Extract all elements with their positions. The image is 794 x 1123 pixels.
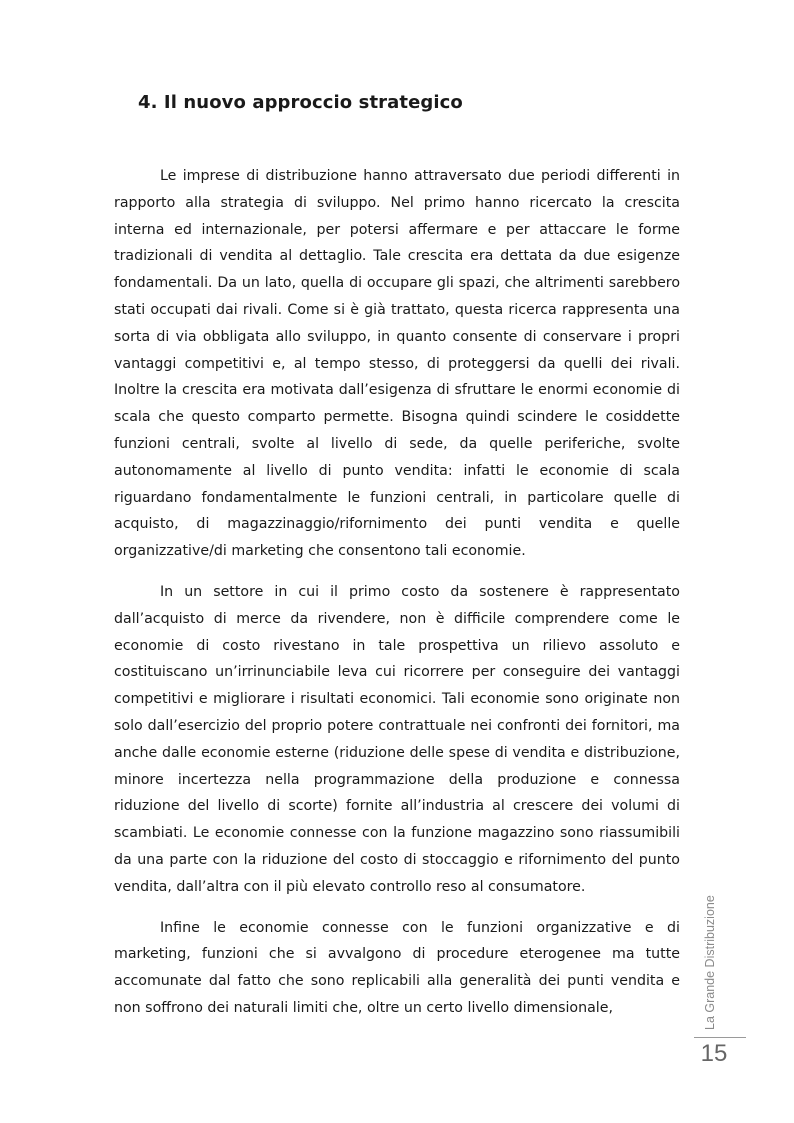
body-text xyxy=(114,163,680,1036)
paragraph: Le imprese di distribuzione hanno attraversato due periodi differenti in rapporto alla strategia di sviluppo. Nel primo hanno ricercato la crescita interna ed internazionale, per potersi affermare e per attaccare le forme tradizionali di vendita al dettaglio. Tale crescita era dettata da due esigenze fondamentali. Da un lato, quella di occupare gli spazi, che altrimenti sarebbero stati occupati dai rivali. Come si è già trattato, questa ricerca rappresenta una sorta di via obbligata allo sviluppo, in quanto consente di conservare i propri vantaggi competitivi e, al tempo stesso, di proteggersi da quelli dei rivali. Inoltre la crescita era motivata dall’esigenza di sfruttare le enormi economie di scala che questo comparto permette. Bisogna quindi scindere le cosiddette funzioni centrali, svolte al livello di sede, da quelle periferiche, svolte autonomamente al livello di punto vendita: infatti le economie di scala riguardano fondamentalmente le funzioni centrali, in particolare quelle di acquisto, di magazzinaggio/rifornimento dei punti vendita e quelle organizzative/di marketing che consentono tali economie. xyxy=(114,168,680,560)
paragraph: Infine le economie connesse con le funzioni organizzative e di marketing, funzioni che si avvalgono di procedure eterogenee ma tutte accomunate dal fatto che sono replicabili alla generalità dei punti vendita e non soffrono dei naturali limiti che, oltre un certo livello dimensionale, xyxy=(114,919,680,1016)
chapter-side-label: La Grande Distribuzione xyxy=(703,895,717,1030)
page-number: 15 xyxy=(700,1040,728,1067)
paragraph: In un settore in cui il primo costo da sostenere è rappresentato dall’acquisto di merce da rivendere, non è difficile comprendere come le economie di costo rivestano in tale prospettiva un rilievo assoluto e costituiscano un’irrinunciabile leva cui ricorrere per conseguire dei vantaggi competitivi e migliorare i risultati economici. Tali economie sono originate non solo dall’esercizio del proprio potere contrattuale nei confronti dei fornitori, ma anche dalle economie esterne (riduzione delle spese di vendita e distribuzione, minore incertezza nella programmazione della produzione e connessa riduzione del livello di scorte) fornite all’industria al crescere dei volumi di scambiati. Le economie connesse con la funzione magazzino sono riassumibili da una parte con la riduzione del costo di stoccaggio e rifornimento del punto vendita, dall’altra con il più elevato controllo reso al consumatore. xyxy=(114,583,680,895)
section-heading: 4. Il nuovo approccio strategico xyxy=(138,92,463,113)
footer-divider xyxy=(694,1037,746,1038)
